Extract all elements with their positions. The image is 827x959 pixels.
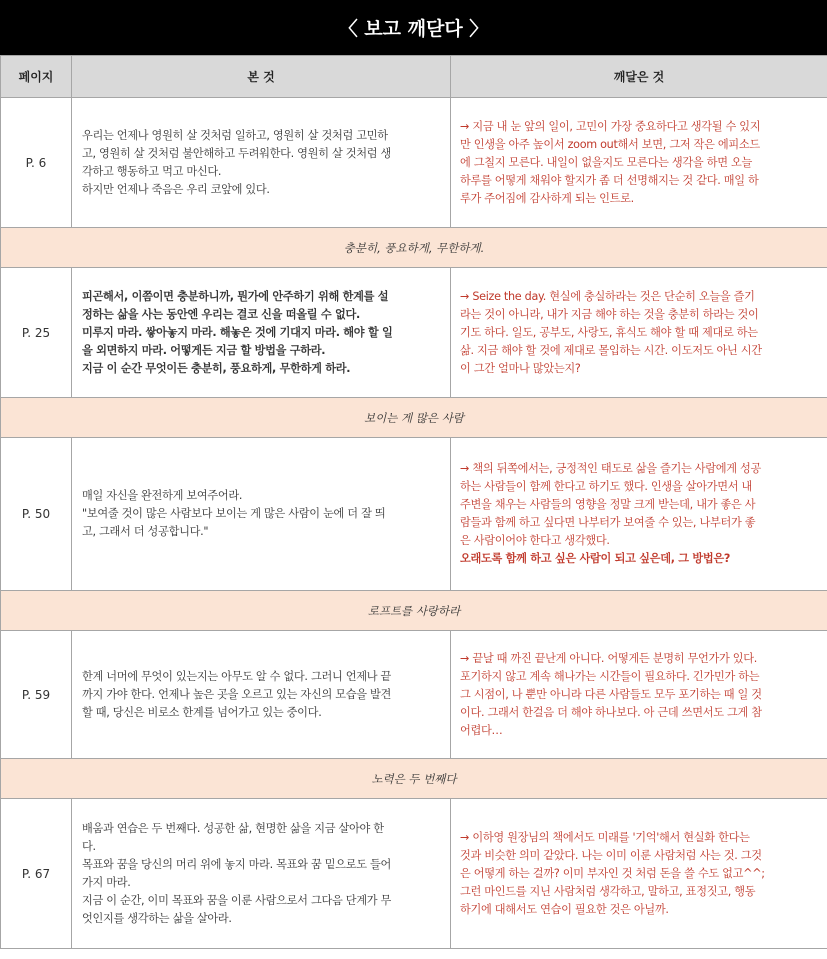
section-row [1,398,827,438]
section-title: 보이는 게 많은 사람 [1,398,827,438]
seen-text [72,98,451,228]
realized-line: 람들과 함께 하고 싶다면 나부터가 보여줄 수 있는, 나부터가 좋 [460,516,756,529]
seen-line: 정하는 삶을 사는 동안엔 우리는 결코 신을 떠올릴 수 없다. [82,307,360,321]
realized-line: 이 그간 얼마나 많았는지? [460,361,581,375]
page-number: P. 59 [1,631,72,759]
seen-line: 고, 영원히 살 것처럼 불안해하고 두려워한다. 영원히 살 것처럼 생 [82,146,392,160]
seen-line: 지금 이 순간 무엇이든 충분히, 풍요하게, 무한하게 하라. [82,361,351,375]
seen-line: 피곤해서, 이쯤이면 충분하니까, 뭔가에 안주하기 위해 한계를 설 [82,289,389,303]
realized-line: → 이하영 원장님의 책에서도 미래를 '기억'해서 현실화 한다는 [460,830,750,844]
realized-line: 하기에 대해서도 연습이 필요한 것은 아닐까. [460,902,669,916]
realized-text [451,799,827,949]
realized-line: → 지금 내 눈 앞의 일이, 고민이 가장 중요하다고 생각될 수 있지 [460,119,761,133]
seen-line: 매일 자신을 완전하게 보여주어라. [82,489,243,502]
seen-text [72,268,451,398]
seen-line: 다. [82,839,96,853]
realized-line: → Seize the day. 현실에 충실하라는 것은 단순히 오늘을 즐기 [460,289,755,303]
reflection-table [0,55,827,949]
seen-line: 우리는 언제나 영원히 살 것처럼 일하고, 영원히 살 것처럼 고민하 [82,128,388,142]
table-row [1,799,827,949]
realized-text [451,631,827,759]
page-number: P. 25 [1,268,72,398]
seen-line: 엇인지를 생각하는 삶을 살아라. [82,911,232,925]
realized-line: 만 인생을 아주 높이서 zoom out해서 보면, 그저 작은 에피소드 [460,137,760,151]
seen-text [72,438,451,591]
realized-line: 하루를 어떻게 채워야 할지가 좀 더 선명해지는 것 같다. 매일 하 [460,173,759,187]
realized-line: 어렵다… [460,723,503,737]
realized-line: 삶. 지금 해야 할 것에 제대로 몰입하는 시간. 이도저도 아닌 시간 [460,343,762,357]
table-row [1,631,827,759]
section-row [1,591,827,631]
seen-line: 가지 마라. [82,875,131,889]
realized-line: 라는 것이 아니라, 내가 지금 해야 하는 것을 충분히 하라는 것이 [460,307,759,321]
realized-text [451,438,827,591]
seen-line: 미루지 마라. 쌓아놓지 마라. 해놓은 것에 기대지 마라. 해야 할 일 [82,325,393,339]
realized-line: 주변을 채우는 사람들의 영향을 정말 크게 받는데, 내가 좋은 사 [460,498,756,511]
realized-text [451,98,827,228]
seen-line: 한계 너머에 무엇이 있는지는 아무도 알 수 없다. 그러니 언제나 끝 [82,669,392,683]
realized-text [451,268,827,398]
seen-line: 할 때, 당신은 비로소 한계를 넘어가고 있는 중이다. [82,705,322,719]
seen-line: 을 외면하지 마라. 어떻게든 지금 할 방법을 구하라. [82,343,326,357]
header-row [1,56,827,98]
seen-line: 까지 가야 한다. 언제나 높은 곳을 오르고 있는 자신의 모습을 발견 [82,687,392,701]
header-page: 페이지 [1,56,72,98]
section-title: 로프트를 사랑하라 [1,591,827,631]
seen-line: 하지만 언제나 죽음은 우리 코앞에 있다. [82,182,270,196]
section-row [1,759,827,799]
sheet-title: 〈 보고 깨닫다 〉 [0,0,827,55]
table-row [1,98,827,228]
seen-line: 지금 이 순간, 이미 목표와 꿈을 이룬 사람으로서 그다음 단계가 무 [82,893,392,907]
realized-line: 루가 주어짐에 감사하게 되는 인트로. [460,191,634,205]
section-title: 충분히, 풍요하게, 무한하게. [1,228,827,268]
realized-line: → 책의 뒤쪽에서는, 긍정적인 태도로 삶을 즐기는 사람에게 성공 [460,462,762,475]
seen-line: "보여줄 것이 많은 사람보다 보이는 게 많은 사람이 눈에 더 잘 띄 [82,507,386,520]
realized-line: 은 사람이어야 한다고 생각했다. [460,534,610,547]
realized-line: 은 어떻게 하는 걸까? 이미 부자인 것 처럼 돈을 쓸 수도 없고^^; [460,866,765,880]
header-seen: 본 것 [72,56,451,98]
seen-line: 배움과 연습은 두 번째다. 성공한 삶, 현명한 삶을 지금 살아야 한 [82,821,384,835]
realized-line: 그런 마인드를 지닌 사람처럼 생각하고, 말하고, 표정짓고, 행동 [460,884,756,898]
realized-line: 이다. 그래서 한걸음 더 해야 하나보다. 아 근데 쓰면서도 그게 참 [460,705,762,719]
seen-line: 고, 그래서 더 성공합니다." [82,525,209,538]
page-number: P. 50 [1,438,72,591]
table-row [1,268,827,398]
realized-line: 에 그칠지 모른다. 내일이 없을지도 모른다는 생각을 하면 오늘 [460,155,752,169]
realized-line: → 끝날 때 까진 끝난게 아니다. 어떻게든 분명히 무언가가 있다. [460,651,758,665]
section-row [1,228,827,268]
realized-line: 기도 하다. 일도, 공부도, 사랑도, 휴식도 해야 할 때 제대로 하는 [460,325,758,339]
seen-line: 각하고 행동하고 먹고 마신다. [82,164,222,178]
page-number: P. 6 [1,98,72,228]
seen-line: 목표와 꿈을 당신의 머리 위에 놓지 마라. 목표와 꿈 밑으로도 들어 [82,857,392,871]
page-number: P. 67 [1,799,72,949]
realized-line: 것과 비슷한 의미 같았다. 나는 이미 이룬 사람처럼 사는 것. 그것 [460,848,762,862]
realized-line: 오래도록 함께 하고 싶은 사람이 되고 싶은데, 그 방법은? [460,552,731,565]
seen-text [72,799,451,949]
header-realized: 깨달은 것 [451,56,827,98]
realized-line: 그 시점이, 나 뿐만 아니라 다른 사람들도 모두 포기하는 때 일 것 [460,687,762,701]
seen-text [72,631,451,759]
realized-line: 포기하지 않고 계속 해나가는 시간들이 필요하다. 긴가민가 하는 [460,669,760,683]
section-title: 노력은 두 번째다 [1,759,827,799]
table-row [1,438,827,591]
realized-line: 하는 사람들이 함께 한다고 하기도 했다. 인생을 살아가면서 내 [460,480,752,493]
